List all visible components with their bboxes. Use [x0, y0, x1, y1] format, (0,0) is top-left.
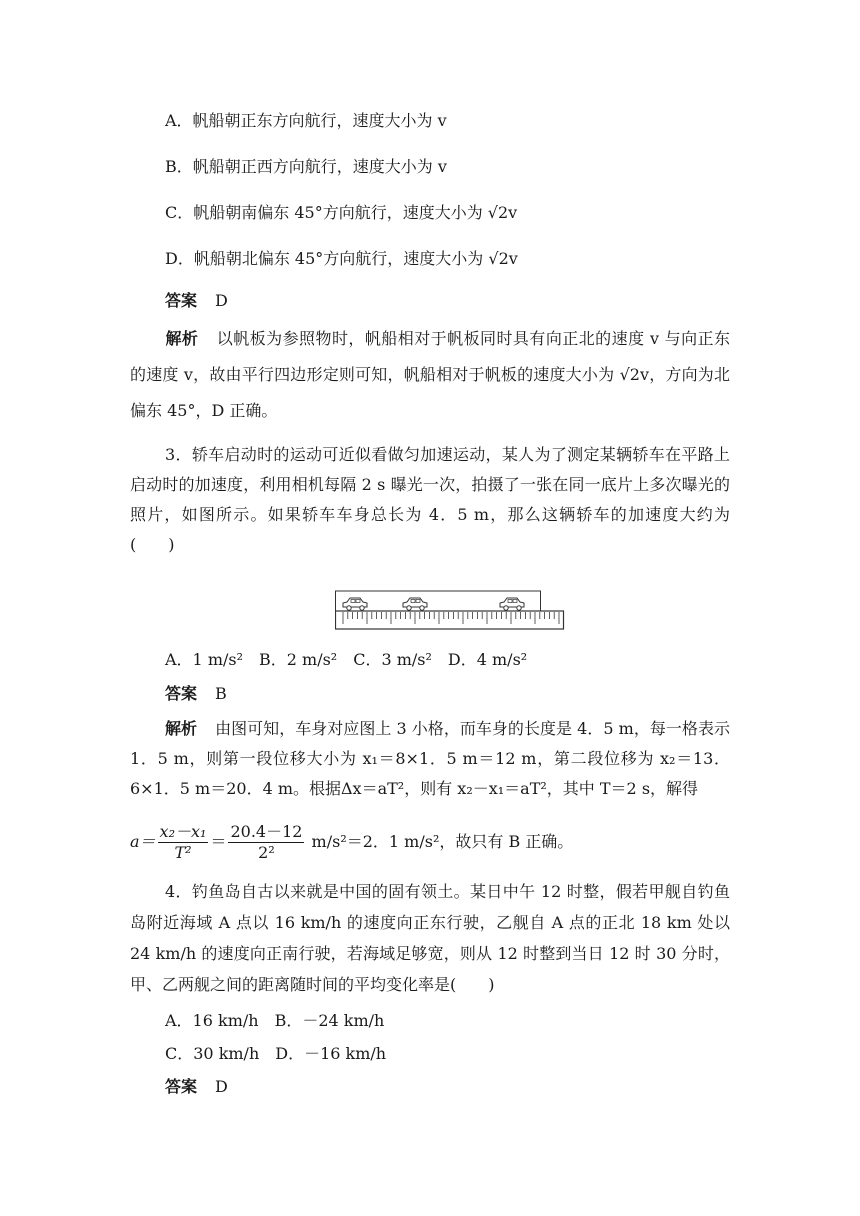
sqrt-2v: √2v — [619, 365, 649, 384]
answer-value: D — [215, 291, 228, 310]
car-icon — [343, 598, 367, 610]
q4-options-ab: A．16 km/h B．－24 km/h — [165, 1011, 385, 1030]
q4-answer — [165, 1076, 228, 1098]
answer-label: 答案 — [165, 1077, 198, 1096]
q3-explanation — [130, 714, 730, 804]
q2-option-c — [165, 202, 517, 224]
answer-label: 答案 — [165, 291, 198, 310]
q3-options: A．1 m/s² B．2 m/s² C．3 m/s² D．4 m/s² — [165, 650, 528, 669]
q2-explanation-text: 以帆板为参照物时，帆船相对于帆板同时具有向正北的速度 v 与向正东的速度 v，故由平行四边形定则可知，帆船相对于帆板的速度大小为 — [130, 329, 730, 384]
fraction-numeric — [228, 822, 304, 863]
explanation-label: 解析 — [165, 329, 199, 348]
answer-value: B — [215, 684, 227, 703]
fraction-x2-minus-x1-over-t2 — [158, 822, 209, 863]
q3-answer — [165, 683, 227, 705]
answer-value: D — [215, 1077, 228, 1096]
q4-options-cd: C．30 km/h D．－16 km/h — [165, 1044, 387, 1063]
q2-option-d — [165, 248, 518, 270]
explanation-label: 解析 — [165, 719, 198, 738]
fraction-numerator: 20.4－12 — [230, 822, 303, 841]
car-icon — [500, 598, 524, 610]
sqrt-2v: √2v — [487, 203, 518, 222]
fraction-numerator: x₂－x₁ — [159, 822, 207, 841]
sqrt-2v: √2v — [488, 249, 518, 268]
q2-option-a: A．帆船朝正东方向航行，速度大小为 v — [165, 111, 447, 130]
car-photo-figure — [335, 590, 565, 636]
q2-option-b: B．帆船朝正西方向航行，速度大小为 v — [165, 157, 447, 176]
formula-a: a＝ — [130, 832, 156, 851]
q3-explanation-text: 由图可知，车身对应图上 3 小格，而车身的长度是 4．5 m，每一格表示 1．5 m，则第一段位移大小为 x₁＝8×1．5 m＝12 m，第二段位移为 x₂＝13．6×1．5 m＝20．4 m。根据Δx＝aT²，则有 x₂－x₁＝aT²，其中 T＝2 s，解得 — [130, 719, 730, 798]
q2-answer — [165, 290, 228, 312]
q4-stem-text: 4．钓鱼岛自古以来就是中国的固有领土。某日中午 12 时整，假若甲舰自钓鱼岛附近海域 A 点以 16 km/h 的速度向正东行驶，乙舰自 A 点的正北 18 km 处以 24 km/h 的速度向正南行驶，若海域足够宽，则从 12 时整到当日 12 时 30 分时，甲、乙两舰之间的距离随时间的平均变化率是( ) — [130, 882, 730, 994]
q2-option-d-text: D．帆船朝北偏东 45°方向航行，速度大小为 — [165, 249, 489, 268]
q3-stem — [130, 440, 730, 560]
car-icon — [403, 598, 427, 610]
fraction-denominator: 2² — [258, 843, 275, 862]
q3-formula-line — [130, 820, 573, 864]
formula-equals: ＝ — [210, 832, 227, 851]
q2-option-c-text: C．帆船朝南偏东 45°方向航行，速度大小为 — [165, 203, 488, 222]
fraction-denominator: T² — [174, 843, 192, 862]
q2-explanation — [130, 321, 730, 429]
ruler-with-cars — [335, 590, 565, 632]
answer-label: 答案 — [165, 684, 198, 703]
q3-stem-text: 3．轿车启动时的运动可近似看做匀加速运动，某人为了测定某辆轿车在平路上启动时的加速度，利用相机每隔 2 s 曝光一次，拍摄了一张在同一底片上多次曝光的照片，如图所示。如果轿车车身总长为 4．5 m，那么这辆轿车的加速度大约为( ) — [130, 445, 730, 554]
formula-result: m/s²＝2．1 m/s²，故只有 B 正确。 — [306, 832, 574, 851]
q4-stem — [130, 876, 730, 1000]
q2-explanation-tail: ，方向为北偏东 45°，D 正确。 — [130, 365, 730, 420]
